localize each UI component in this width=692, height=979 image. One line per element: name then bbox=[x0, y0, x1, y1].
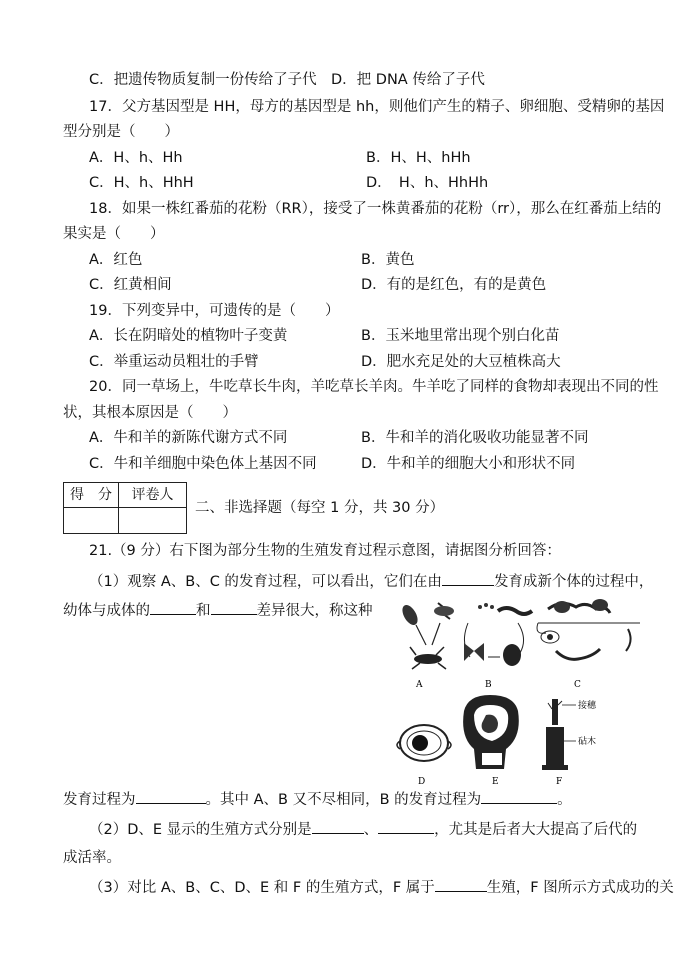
blank-5[interactable] bbox=[481, 789, 557, 804]
q19-stem: 19．下列变异中，可遗传的是（ ） bbox=[89, 303, 340, 319]
q17-option-a: A．H、h、Hh bbox=[89, 150, 183, 166]
grader-cell[interactable] bbox=[119, 508, 186, 533]
label-d: D bbox=[418, 777, 426, 787]
q17-option-d: D． H、h、HhHh bbox=[366, 175, 489, 191]
label-e: E bbox=[492, 777, 499, 787]
panel-d-bird-egg bbox=[397, 725, 451, 761]
panel-e-mammal-fetus bbox=[463, 695, 519, 769]
q19-option-d: D．肥水充足处的大豆植株高大 bbox=[361, 354, 561, 370]
q17-stem-cont: 型分别是（ ） bbox=[63, 124, 179, 140]
blank-7[interactable] bbox=[378, 819, 434, 834]
label-c: C bbox=[574, 680, 581, 690]
q18-option-b: B．黄色 bbox=[361, 252, 415, 268]
section-title: 二、非选择题（每空 1 分，共 30 分） bbox=[195, 500, 445, 516]
panel-b-butterfly-cycle bbox=[464, 603, 532, 666]
q21-part1-line2 bbox=[63, 600, 373, 621]
q20-option-b: B．牛和羊的消化吸收功能显著不同 bbox=[361, 430, 589, 446]
blank-6[interactable] bbox=[312, 819, 364, 834]
q21-p2-text-c: ，尤其是后者大大提高了后代的 bbox=[434, 822, 638, 838]
q21-p1-text-a: （1）观察 A、B、C 的发育过程，可以看出，它们在由 bbox=[89, 574, 442, 590]
score-header: 得 分 bbox=[64, 483, 119, 508]
score-cell[interactable] bbox=[64, 508, 119, 533]
q17-option-b: B．H、H、hHh bbox=[366, 150, 471, 166]
panel-f-grafting bbox=[542, 699, 576, 770]
q21-p1-text-f: 发育过程为 bbox=[63, 792, 136, 808]
q17-stem: 17．父方基因型是 HH，母方的基因型是 hh，则他们产生的精子、卵细胞、受精卵的基因 bbox=[89, 99, 665, 115]
q21-p1-text-d: 和 bbox=[196, 603, 211, 619]
q18-option-a: A．红色 bbox=[89, 252, 143, 268]
q21-stem: 21.（9 分）右下图为部分生物的生殖发育过程示意图，请据图分析回答： bbox=[89, 543, 561, 559]
reproduction-figure bbox=[388, 593, 650, 788]
q21-part1-line1 bbox=[89, 571, 653, 592]
q20-option-a: A．牛和羊的新陈代谢方式不同 bbox=[89, 430, 288, 446]
q17-option-c: C．H、h、HhH bbox=[89, 175, 194, 191]
q18-option-c: C．红黄相间 bbox=[89, 277, 172, 293]
q20-stem: 20．同一草场上，牛吃草长牛肉，羊吃草长羊肉。牛羊吃了同样的食物却表现出不同的性 bbox=[89, 379, 659, 395]
q16-option-c: C．把遗传物质复制一份传给了子代 bbox=[89, 72, 317, 88]
q19-option-b: B．玉米地里常出现个别白化苗 bbox=[361, 328, 560, 344]
q21-part3-line1 bbox=[89, 877, 674, 898]
q18-stem: 18．如果一株红番茄的花粉（RR），接受了一株黄番茄的花粉（rr），那么在红番茄上结的 bbox=[89, 201, 662, 217]
q21-p3-text-a: （3）对比 A、B、C、D、E 和 F 的生殖方式，F 属于 bbox=[89, 880, 435, 896]
q21-part1-line3 bbox=[63, 789, 572, 810]
q19-option-a: A．长在阴暗处的植物叶子变黄 bbox=[89, 328, 288, 344]
scion-label: 接穗 bbox=[578, 701, 597, 711]
stock-label: 砧木 bbox=[578, 737, 597, 747]
blank-1[interactable] bbox=[442, 571, 494, 586]
q20-option-c: C．牛和羊细胞中染色体上基因不同 bbox=[89, 456, 317, 472]
label-f: F bbox=[556, 777, 563, 787]
q18-stem-cont: 果实是（ ） bbox=[63, 226, 165, 242]
q20-stem-cont: 状，其根本原因是（ ） bbox=[63, 405, 237, 421]
score-table bbox=[63, 482, 187, 534]
panel-c-frog-cycle bbox=[537, 599, 640, 659]
q21-p1-text-g: 。其中 A、B 又不尽相同，B 的发育过程为 bbox=[205, 792, 482, 808]
panel-a-grasshopper-cycle bbox=[399, 602, 454, 669]
q18-option-d: D．有的是红色，有的是黄色 bbox=[361, 277, 547, 293]
label-b: B bbox=[485, 680, 492, 690]
blank-8[interactable] bbox=[435, 877, 487, 892]
q20-option-d: D．牛和羊的细胞大小和形状不同 bbox=[361, 456, 576, 472]
q21-p3-text-b: 生殖，F 图所示方式成功的关 bbox=[486, 880, 674, 896]
q19-option-c: C．举重运动员粗壮的手臂 bbox=[89, 354, 259, 370]
q21-p1-text-c: 幼体与成体的 bbox=[63, 603, 150, 619]
q21-p1-text-h: 。 bbox=[557, 792, 572, 808]
blank-2[interactable] bbox=[150, 600, 196, 615]
grader-header: 评卷人 bbox=[119, 483, 186, 508]
q21-p1-text-e: 差异很大，称这种 bbox=[256, 603, 373, 619]
q21-p2-text-a: （2）D、E 显示的生殖方式分别是 bbox=[89, 822, 312, 838]
q21-part2-line2: 成活率。 bbox=[63, 850, 121, 866]
q21-p2-text-b: 、 bbox=[363, 822, 379, 838]
q21-p1-text-b: 发育成新个体的过程中， bbox=[493, 574, 654, 590]
label-a: A bbox=[416, 680, 423, 690]
q16-option-d: D．把 DNA 传给了子代 bbox=[331, 72, 485, 88]
q21-part2-line1 bbox=[89, 819, 637, 840]
blank-4[interactable] bbox=[136, 789, 206, 804]
blank-3[interactable] bbox=[211, 600, 257, 615]
